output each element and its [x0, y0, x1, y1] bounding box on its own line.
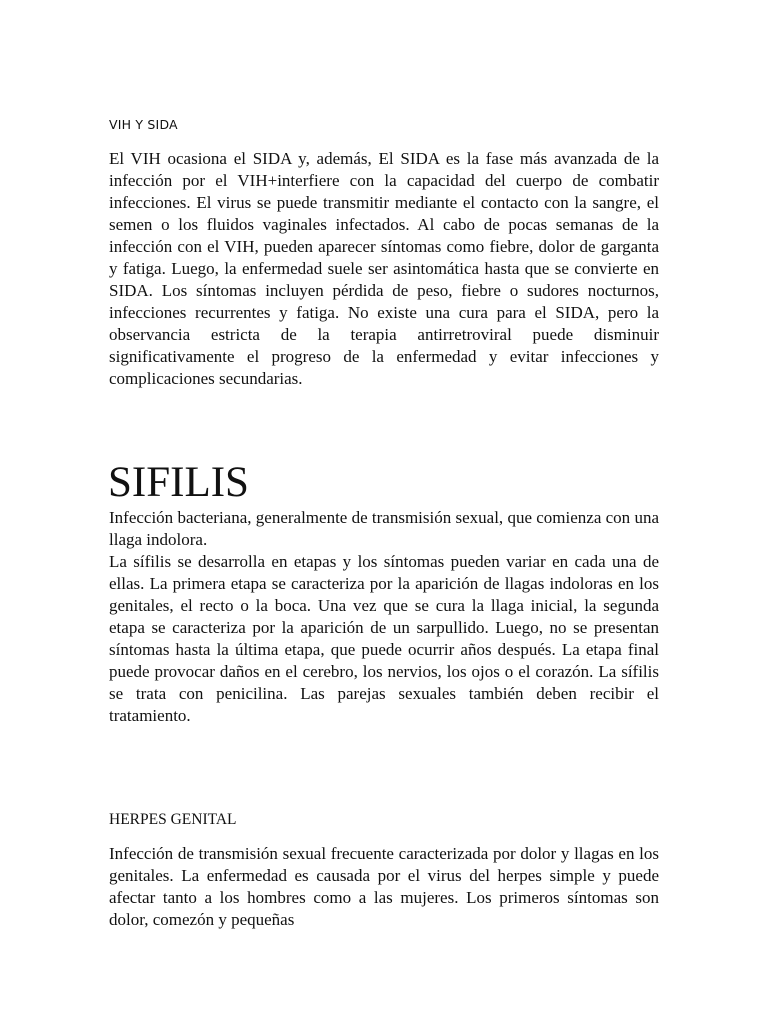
- paragraph-sifilis-detail: La sífilis se desarrolla en etapas y los síntomas pueden variar en cada una de ellas. La primera etapa se caracteriza por la aparición de llagas indoloras en los genitales, el recto o la boca. Una vez que se cura la llaga inicial, la segunda etapa se caracteriza por la aparición de un sarpullido. Luego, no se presentan síntomas hasta la última etapa, que puede ocurrir años después. La etapa final puede provocar daños en el cerebro, los nervios, los ojos o el corazón. La sífilis se trata con penicilina. Las parejas sexuales también deben recibir el tratamiento.: [109, 552, 659, 725]
- section-heading-vih-sida: VIH Y SIDA: [109, 117, 178, 132]
- section-heading-sifilis: SIFILIS: [108, 459, 249, 506]
- paragraph-herpes-genital: Infección de transmisión sexual frecuente caracterizada por dolor y llagas en los genitales. La enfermedad es causada por el virus del herpes simple y puede afectar tanto a los hombres como a las mujeres. Los primeros síntomas son dolor, comezón y pequeñas: [109, 844, 659, 929]
- paragraph-vih-sida: El VIH ocasiona el SIDA y, además, El SIDA es la fase más avanzada de la infección por el VIH+interfiere con la capacidad del cuerpo de combatir infecciones. El virus se puede transmitir mediante el contacto con la sangre, el semen o los fluidos vaginales infectados. Al cabo de pocas semanas de la infección con el VIH, pueden aparecer síntomas como fiebre, dolor de garganta y fatiga. Luego, la enfermedad suele ser asintomática hasta que se convierte en SIDA. Los síntomas incluyen pérdida de peso, fiebre o sudores nocturnos, infecciones recurrentes y fatiga. No existe una cura para el SIDA, pero la observancia estricta de la terapia antirretroviral puede disminuir significativamente el progreso de la enfermedad y evitar infecciones y complicaciones secundarias.: [109, 149, 659, 388]
- paragraph-sifilis-intro: Infección bacteriana, generalmente de transmisión sexual, que comienza con una llaga indolora.: [109, 508, 659, 549]
- section-heading-herpes-genital: HERPES GENITAL: [109, 811, 237, 828]
